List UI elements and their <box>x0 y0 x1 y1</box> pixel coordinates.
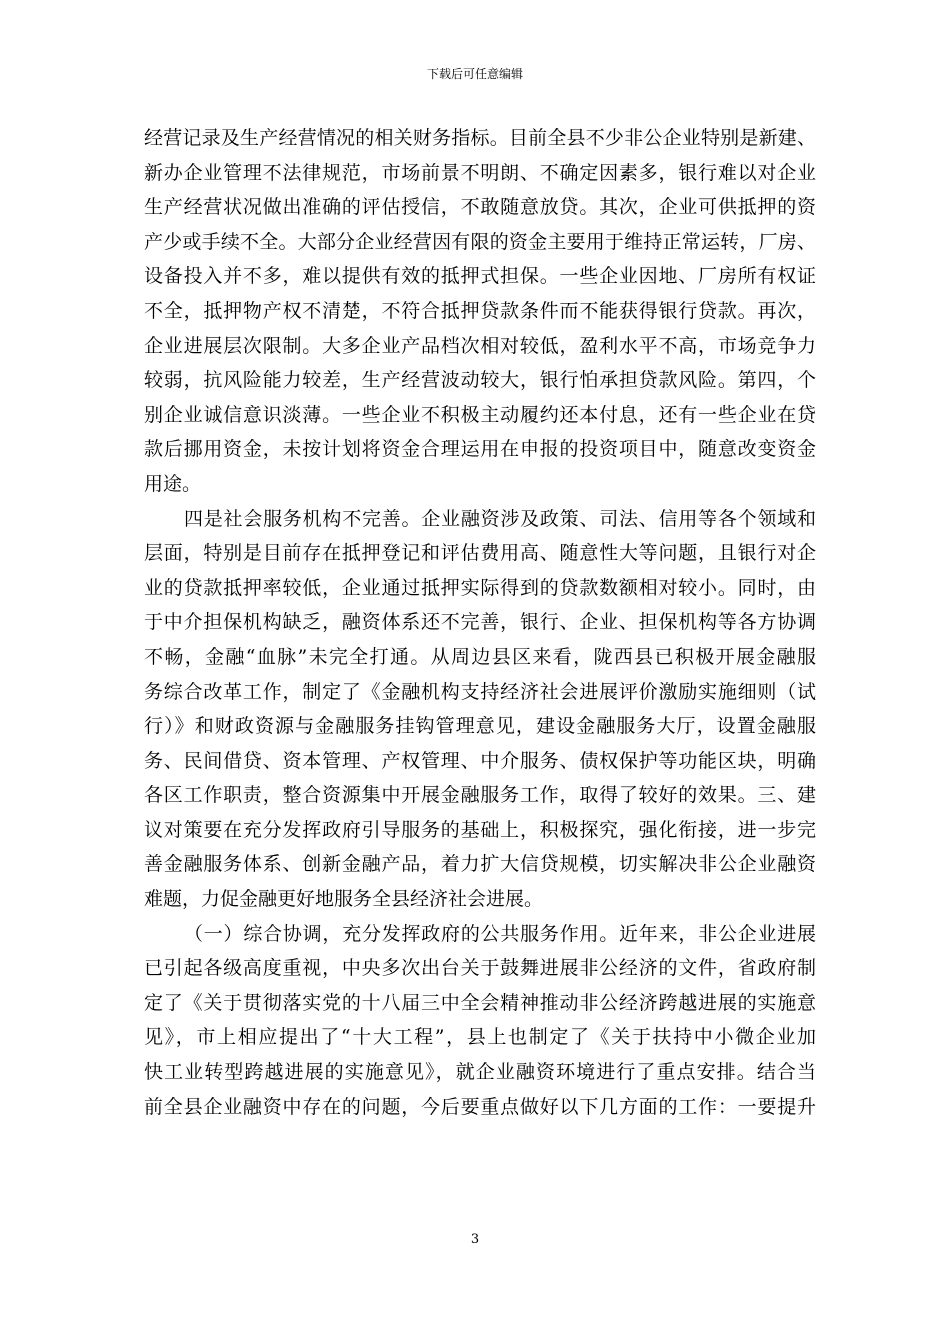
paragraph-end-line: 用途。 <box>144 472 202 495</box>
text-line: 不畅，金融“血脉”未完全打通。从周边县区来看，陇西县已积极开展金融服 <box>144 645 816 668</box>
text-line: 务综合改革工作，制定了《金融机构支持经济社会进展评价激励实施细则（试 <box>144 680 816 703</box>
text-line: 设备投入并不多，难以提供有效的抵押式担保。一些企业因地、厂房所有权证 <box>144 265 816 288</box>
text-line: 快工业转型跨越进展的实施意见》，就企业融资环境进行了重点安排。结合当 <box>144 1061 816 1084</box>
page-header: 下载后可任意编辑 <box>426 67 523 81</box>
text-line: 见》，市上相应提出了“十大工程”，县上也制定了《关于扶持中小微企业加 <box>144 1026 816 1049</box>
paragraph-end-line: 难题，力促金融更好地服务全县经济社会进展。 <box>144 888 544 911</box>
text-line: 已引起各级高度重视，中央多次出台关于鼓舞进展非公经济的文件，省政府制 <box>144 957 816 980</box>
text-line: 善金融服务体系、创新金融产品，着力扩大信贷规模，切实解决非公企业融资 <box>144 853 816 876</box>
text-line: 款后挪用资金，未按计划将资金合理运用在申报的投资项目中，随意改变资金 <box>144 438 816 461</box>
text-line: 层面，特别是目前存在抵押登记和评估费用高、随意性大等问题，且银行对企 <box>144 542 816 565</box>
text-line: 议对策要在充分发挥政府引导服务的基础上，积极探究，强化衔接，进一步完 <box>144 818 816 841</box>
paragraph-start-line: 四是社会服务机构不完善。企业融资涉及政策、司法、信用等各个领域和 <box>184 507 816 530</box>
text-line: 定了《关于贯彻落实党的十八届三中全会精神推动非公经济跨越进展的实施意 <box>144 991 816 1014</box>
text-line: 企业进展层次限制。大多企业产品档次相对较低，盈利水平不高，市场竞争力 <box>144 334 816 357</box>
text-line: 前全县企业融资中存在的问题，今后要重点做好以下几方面的工作：一要提升 <box>144 1095 816 1118</box>
text-line: 产少或手续不全。大部分企业经营因有限的资金主要用于维持正常运转，厂房、 <box>144 230 816 253</box>
text-line: 经营记录及生产经营情况的相关财务指标。目前全县不少非公企业特别是新建、 <box>144 127 816 149</box>
document-body <box>144 121 816 1124</box>
text-line: 生产经营状况做出准确的评估授信，不敢随意放贷。其次，企业可供抵押的资 <box>144 196 816 219</box>
text-line: 业的贷款抵押率较低，企业通过抵押实际得到的贷款数额相对较小。同时，由 <box>144 576 816 599</box>
text-line: 较弱，抗风险能力较差，生产经营波动较大，银行怕承担贷款风险。第四，个 <box>144 369 816 392</box>
text-line: 别企业诚信意识淡薄。一些企业不积极主动履约还本付息，还有一些企业在贷 <box>144 403 816 426</box>
text-line: 新办企业管理不法律规范，市场前景不明朗、不确定因素多，银行难以对企业 <box>144 161 816 184</box>
text-line: 务、民间借贷、资本管理、产权管理、中介服务、债权保护等功能区块，明确 <box>144 749 816 772</box>
text-line: 不全，抵押物产权不清楚，不符合抵押贷款条件而不能获得银行贷款。再次， <box>144 299 816 322</box>
page-number: 3 <box>470 1232 480 1247</box>
paragraph-start-line: （一）综合协调，充分发挥政府的公共服务作用。近年来，非公企业进展 <box>184 922 816 945</box>
text-line: 行）》和财政资源与金融服务挂钩管理意见，建设金融服务大厅，设置金融服 <box>144 715 816 738</box>
text-line: 各区工作职责，整合资源集中开展金融服务工作，取得了较好的效果。三、建 <box>144 784 816 807</box>
text-line: 于中介担保机构缺乏，融资体系还不完善，银行、企业、担保机构等各方协调 <box>144 611 816 634</box>
